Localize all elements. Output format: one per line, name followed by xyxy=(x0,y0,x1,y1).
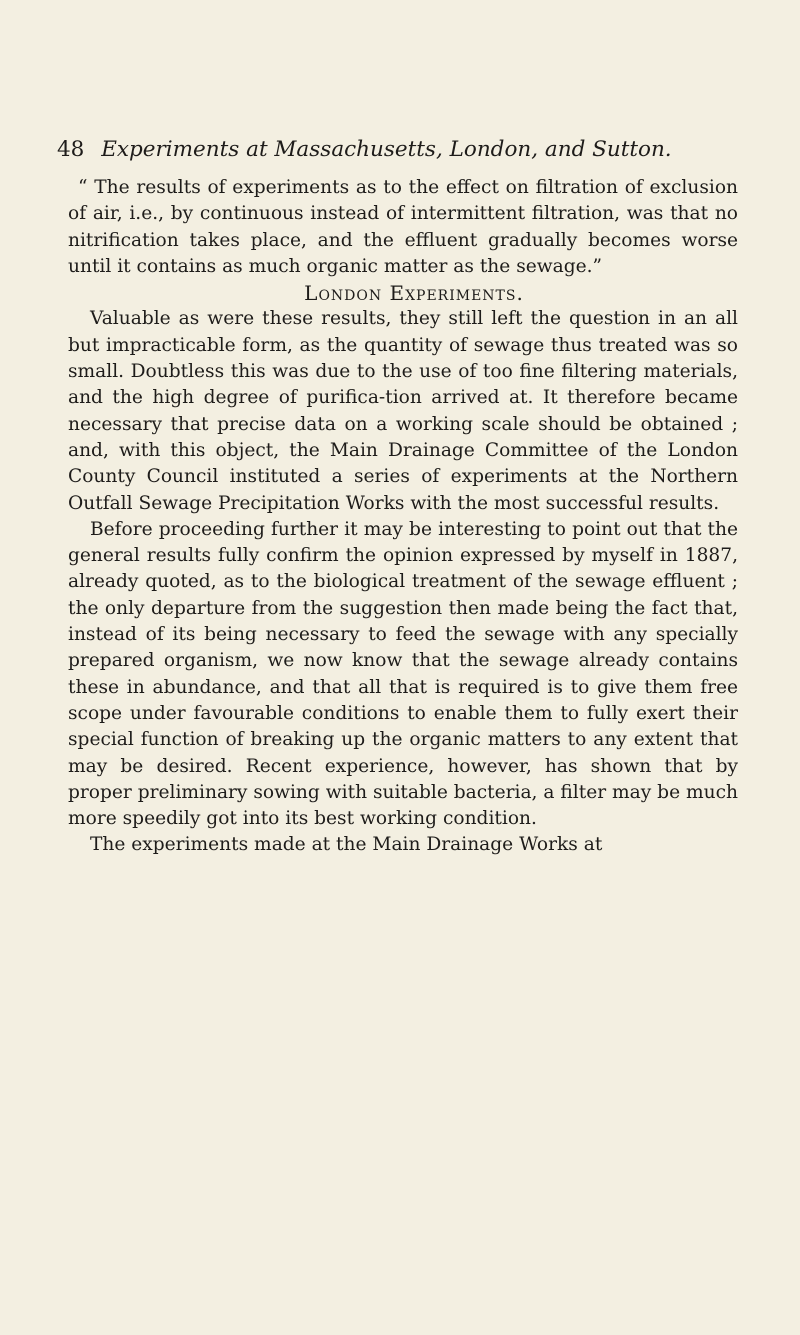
paragraph-valuable: Valuable as were these results, they still left the question in an all but impracticable form, as the quantity of sewage thus treated was so small. Doubtless this was due to the use of too fine filtering materials, and the high degree of purifica-tion arrived at. It therefore became necessary that precise data on a working scale should be obtained ; and, with this object, the Main Drainage Committee of the London County Council instituted a series of experiments at the Northern Outfall Sewage Precipitation Works with the most successful results. xyxy=(68,308,738,514)
body-text xyxy=(68,175,738,859)
running-title: Experiments at Massachusetts, London, and Sutton. xyxy=(101,137,672,162)
paragraph-experiments: The experiments made at the Main Drainage Works at xyxy=(90,834,603,856)
quoted-paragraph: “ The results of experiments as to the effect on filtration of exclusion of air, i.e., by continuous instead of intermittent filtration, was that no nitrification takes place, and the effluent gradually becomes worse until it contains as much organic matter as the sewage.” xyxy=(68,177,738,277)
page-number: 48 xyxy=(57,137,85,162)
paragraph-before-proceeding: Before proceeding further it may be interesting to point out that the general results fully confirm the opinion expressed by myself in 1887, already quoted, as to the biological treatment of the sewage effluent ; the only departure from the suggestion then made being the fact that, instead of its being necessary to feed the sewage with any specially prepared organism, we now know that the sewage already contains these in abundance, and that all that is required is to give them free scope under favourable conditions to enable them to fully exert their special function of breaking up the organic matters to any extent that may be desired. Recent experience, however, has shown that by proper preliminary sowing with suitable bacteria, a filter may be much more speedily got into its best working condition. xyxy=(68,518,738,830)
section-heading: London Experiments. xyxy=(304,281,524,306)
running-header xyxy=(57,136,747,164)
